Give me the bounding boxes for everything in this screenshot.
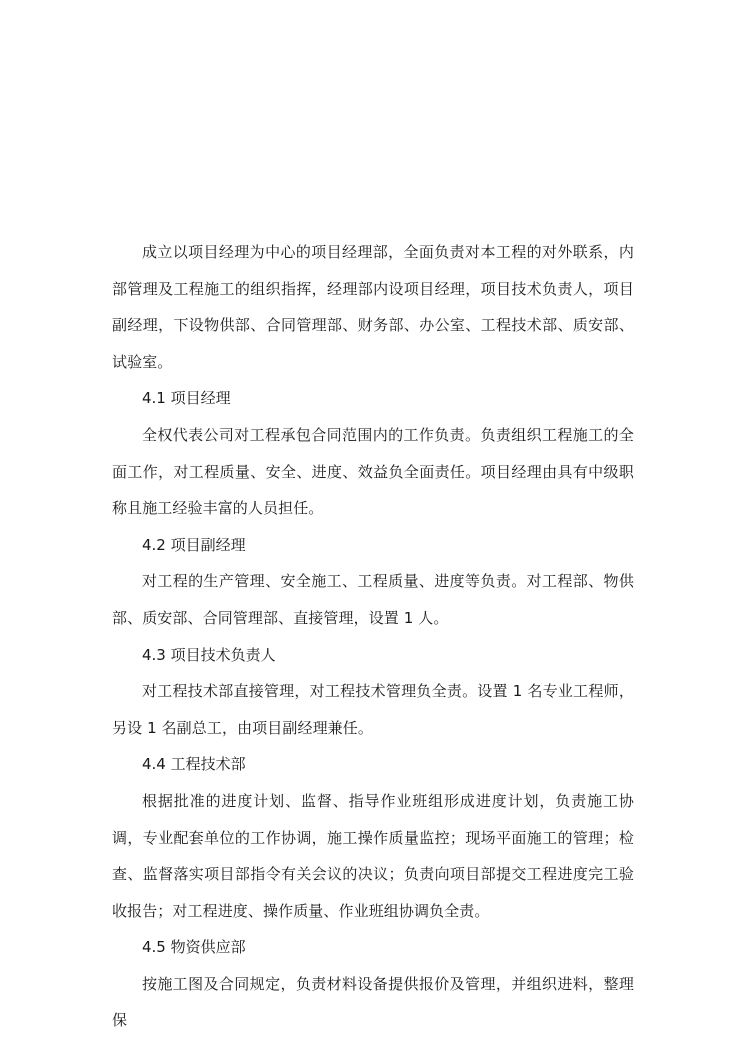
section-paragraph-4-3: 对工程技术部直接管理，对工程技术管理负全责。设置 1 名专业工程师，另设 1 名副总工，由项目副经理兼任。: [112, 682, 634, 737]
section-heading-4-3: 4.3 项目技术负责人: [142, 645, 276, 664]
section-heading-4-1: 4.1 项目经理: [142, 389, 231, 408]
section-heading-4-2: 4.2 项目副经理: [142, 535, 246, 554]
section-paragraph-4-2: 对工程的生产管理、安全施工、工程质量、进度等负责。对工程部、物供部、质安部、合同管理部、直接管理，设置 1 人。: [112, 572, 634, 627]
section-heading-4-4: 4.4 工程技术部: [142, 755, 246, 774]
document-body: [112, 234, 634, 1039]
section-paragraph-4-4: 根据批准的进度计划、监督、指导作业班组形成进度计划，负责施工协调，专业配套单位的工作协调，施工操作质量监控；现场平面施工的管理；检查、监督落实项目部指令有关会议的决议；负责向项目部提交工程进度完工验收报告；对工程进度、操作质量、作业班组协调负全责。: [112, 791, 634, 920]
section-paragraph-4-5: 按施工图及合同规定，负责材料设备提供报价及管理，并组织进料，整理保: [112, 974, 634, 1030]
section-paragraph-4-1: 全权代表公司对工程承包合同范围内的工作负责。负责组织工程施工的全面工作，对工程质量、安全、进度、效益负全面责任。项目经理由具有中级职称且施工经验丰富的人员担任。: [112, 425, 634, 518]
section-heading-4-5: 4.5 物资供应部: [142, 938, 246, 957]
intro-paragraph: 成立以项目经理为中心的项目经理部，全面负责对本工程的对外联系，内部管理及工程施工的组织指挥，经理部内设项目经理，项目技术负责人，项目副经理，下设物供部、合同管理部、财务部、办公室、工程技术部、质安部、试验室。: [112, 243, 634, 371]
